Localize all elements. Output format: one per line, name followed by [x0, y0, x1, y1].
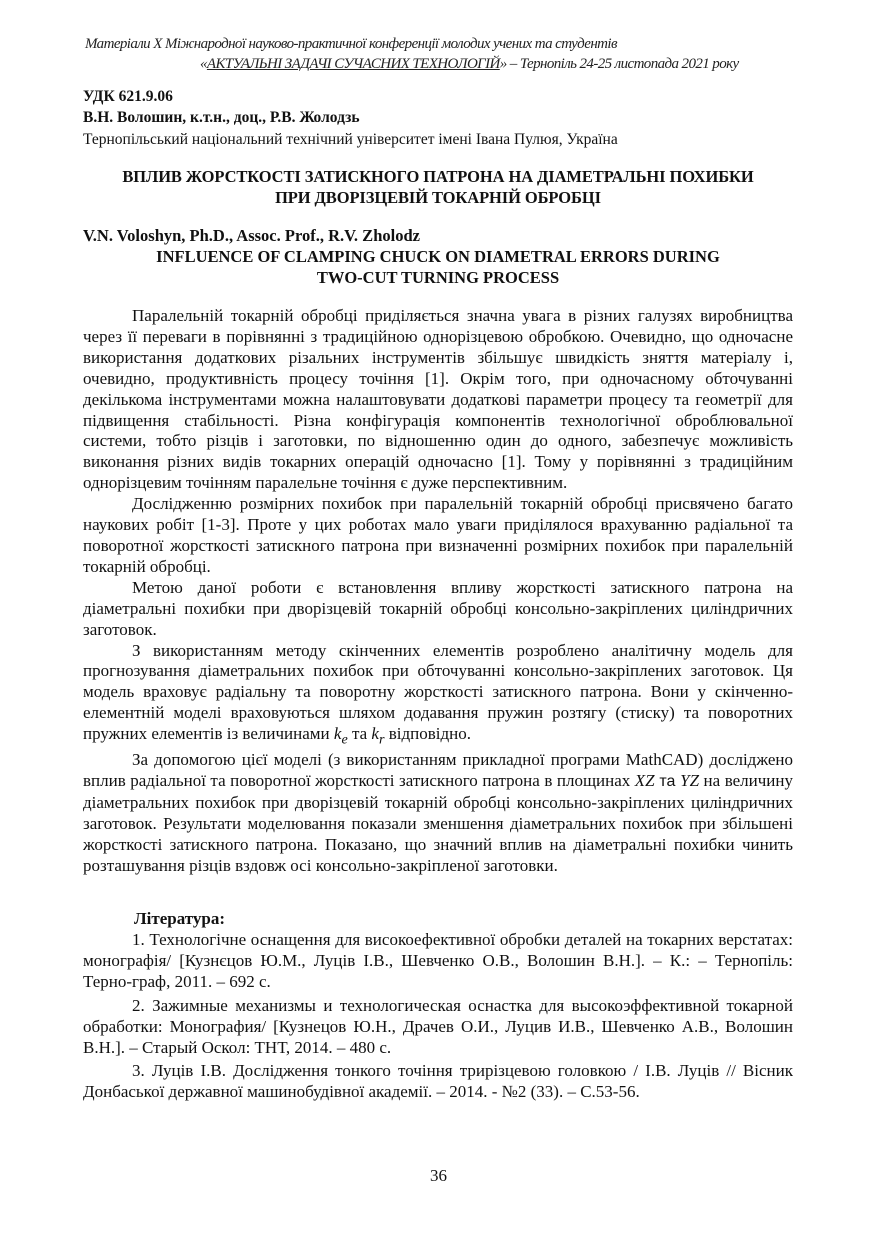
running-header-line2: [200, 56, 739, 73]
authors-en: V.N. Voloshyn, Ph.D., Assoc. Prof., R.V. Zholodz: [83, 226, 420, 245]
conference-place-date: » – Тернопіль 24-25 листопада 2021 року: [499, 56, 739, 72]
references-list: [83, 930, 793, 1103]
quote-open: «: [200, 56, 207, 72]
title-en: [83, 246, 793, 288]
title-ua-line1: ВПЛИВ ЖОРСТКОСТІ ЗАТИСКНОГО ПАТРОНА НА ДІАМЕТРАЛЬНІ ПОХИБКИ: [122, 167, 754, 186]
paragraph-5-end: на величину діаметральних похибок при дворізцевій токарній обробці консольно-закріплених циліндричних заготовок. Результати моделювання показали зменшення діаметральних похибок при збільшені жорсткості затискного патрона. Показано, що значний вплив на діаметральні похибки чинить розташування різців вздовж осі консольно-закріпленої заготовки.: [83, 771, 794, 875]
paragraph-4: [83, 641, 793, 751]
paragraph-4-end: відповідно.: [384, 724, 471, 744]
title-en-line2: TWO-CUT TURNING PROCESS: [316, 268, 560, 287]
plane-yz: YZ: [680, 771, 700, 791]
running-header-line1: Матеріали X Міжнародної науково-практичної конференції молодих учених та студентів: [85, 36, 617, 52]
article-body: [83, 306, 793, 877]
symbol-ke: [333, 724, 348, 748]
paragraph-1: Паралельній токарній обробці приділяється значна увага в різних галузях виробництва через її переваги в порівнянні з традиційною однорізцевою обробкою. Очевидно, що одночасне використання додаткових різальних інструментів збільшує швидкість зняття матеріалу і, очевидно, продуктивність процесу точіння [1]. Окрім того, при одночасному обточуванні декількома інструментами можна налаштовувати додаткові параметри процесу та геометрії для підвищення стабільності. Різна конфігурація компонентів технологічної оброблювальної системи, тобто різців і заготовки, по відношенню один до одного, забезпечує можливість виконання різних видів токарних операцій одночасно [1]. Тому у порівнянні з традиційним однорізцевим точінням паралельне точіння є дуже перспективним.: [83, 306, 793, 493]
paragraph-5: [83, 750, 793, 876]
paragraph-4-conj: та: [347, 724, 372, 744]
authors-ua: В.Н. Волошин, к.т.н., доц., Р.В. Жолодзь: [83, 109, 360, 126]
reference-item: 2. Зажимные механизмы и технологическая оснастка для высокоэффективной токарной обработки: Монография/ [Кузнецов Ю.Н., Драчев О.И., Луцив И.В., Шевченко А.В., Волошин В.Н.]. – Старый Оскол: ТНТ, 2014. – 480 с.: [83, 995, 793, 1057]
title-ua: [83, 166, 793, 208]
paragraph-5-conj: та: [654, 773, 681, 791]
conference-name: АКТУАЛЬНІ ЗАДАЧІ СУЧАСНИХ ТЕХНОЛОГІЙ: [206, 56, 500, 72]
title-ua-line2: ПРИ ДВОРІЗЦЕВІЙ ТОКАРНІЙ ОБРОБЦІ: [275, 188, 601, 207]
reference-item: 3. Луців І.В. Дослідження тонкого точіння трирізцевою головкою / І.В. Луців // Вісник Донбаської державної машинобудівної академії. – 2014. - №2 (33). – С.53-56.: [83, 1061, 793, 1102]
page-number: 36: [430, 1166, 447, 1185]
references-heading: Література:: [134, 909, 226, 928]
paragraph-4-text: З використанням методу скінченних елементів розроблено аналітичну модель для прогнозування діаметральних похибок при обточуванні консольно-закріплених заготовок. Ця модель враховує радіальну та поворотну жорсткості затискного патрона. Вони у скінченно-елементній моделі враховуються шляхом додавання пружин розтягу (стиску) та поворотних пружних елементів із величинами: [83, 640, 793, 744]
subscript-r: r: [378, 731, 385, 748]
symbol-kr: [371, 724, 385, 748]
paragraph-5-text: За допомогою цієї моделі (з використанням прикладної програми MathCAD) досліджено вплив радіальної та поворотної жорсткості затискного патрона в площинах: [83, 750, 793, 791]
symbol-k: k: [371, 724, 379, 744]
affiliation: Тернопільський національний технічний університет імені Івана Пулюя, Україна: [83, 131, 618, 148]
title-en-line1: INFLUENCE OF CLAMPING CHUCK ON DIAMETRAL ERRORS DURING: [156, 247, 720, 266]
paragraph-2: Дослідженню розмірних похибок при паралельній токарній обробці присвячено багато наукових робіт [1-3]. Проте у цих роботах мало уваги приділялося врахуванню радіальної та поворотної жорсткості затискного патрона при визначенні розмірних похибок при паралельній токарній обробці.: [83, 494, 793, 576]
paragraph-3: Метою даної роботи є встановлення впливу жорсткості затискного патрона на діаметральні похибки при дворізцевій токарній обробці консольно-закріплених циліндричних заготовок.: [83, 577, 793, 639]
subscript-e: e: [341, 731, 348, 748]
udk-code: УДК 621.9.06: [83, 88, 173, 105]
plane-xz: XZ: [634, 771, 655, 791]
symbol-k: k: [333, 724, 342, 744]
reference-item: 1. Технологічне оснащення для високоефективної обробки деталей на токарних верстатах: монографія/ [Кузнєцов Ю.М., Луців І.В., Шевченко О.В., Волошин В.Н.]. – К.: – Тернопіль: Терно-граф, 2011. – 692 с.: [83, 930, 793, 991]
